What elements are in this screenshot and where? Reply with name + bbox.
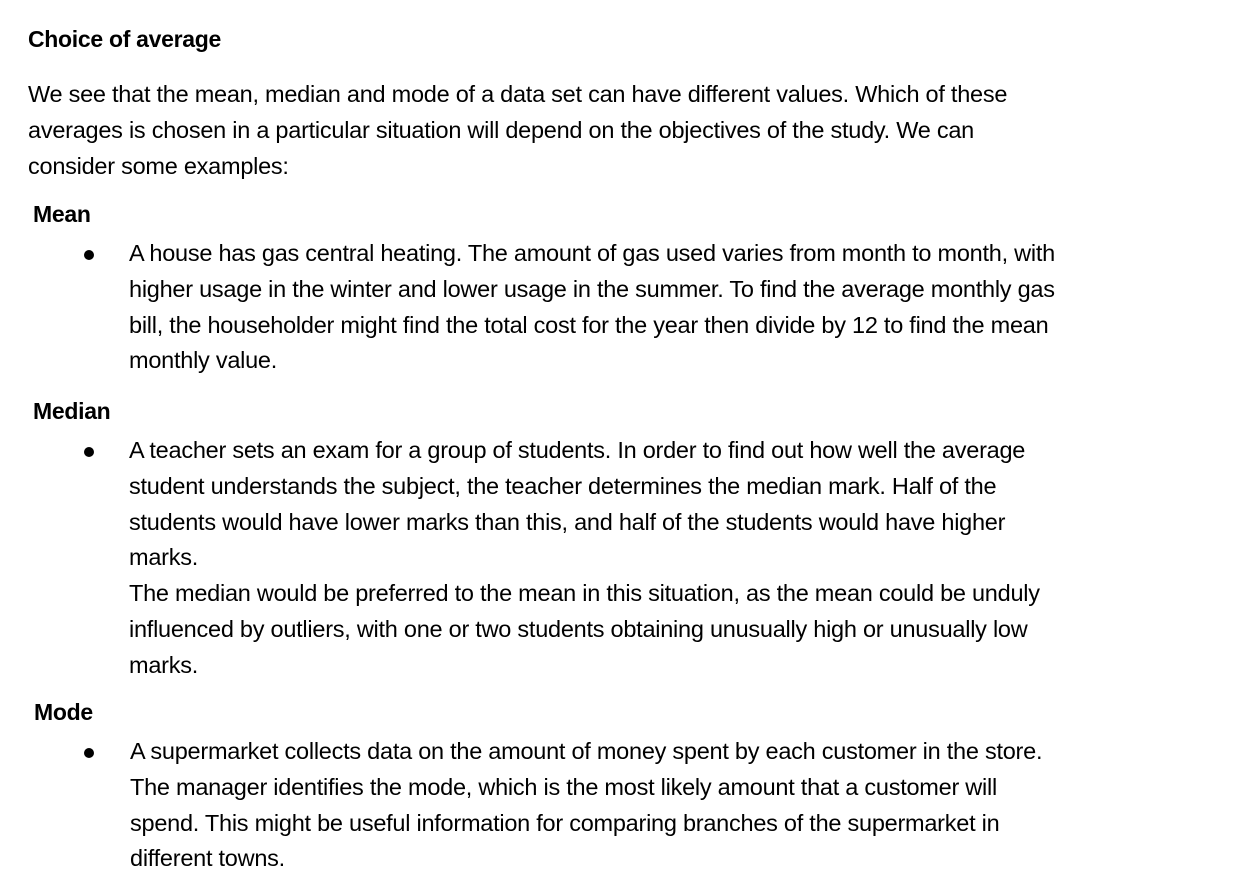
document-title: Choice of average (28, 26, 222, 52)
intro-line: We see that the mean, median and mode of a data set can have different values. Which of these (28, 81, 1008, 107)
bullet-line: student understands the subject, the teacher determines the median mark. Half of the (129, 472, 997, 499)
bullet-line: marks. (129, 544, 198, 571)
bullet-line: monthly value. (129, 347, 278, 374)
section-heading-median: Median (33, 398, 111, 424)
bullet-line: The manager identifies the mode, which is the most likely amount that a customer will (130, 773, 997, 800)
bullet-line: A teacher sets an exam for a group of students. In order to find out how well the average (129, 437, 1026, 463)
bullet-text (129, 433, 1040, 684)
bullet-line: The median would be preferred to the mean in this situation, as the mean could be unduly (129, 580, 1040, 607)
section-heading-mean: Mean (33, 201, 91, 227)
bullet-text (129, 236, 1055, 379)
bullet-line: higher usage in the winter and lower usage in the summer. To find the average monthly gas (129, 275, 1055, 302)
intro-line: averages is chosen in a particular situation will depend on the objectives of the study. We can (28, 117, 974, 143)
bullet-line: students would have lower marks than this, and half of the students would have higher (129, 508, 1006, 535)
bullet-line: A house has gas central heating. The amount of gas used varies from month to month, with (129, 240, 1055, 266)
bullet-line: marks. (129, 651, 198, 678)
bullet-icon (84, 447, 94, 457)
bullet-line: spend. This might be useful information for comparing branches of the supermarket in (130, 809, 1000, 836)
bullet-text (130, 734, 1042, 877)
bullet-icon (84, 250, 94, 260)
section-heading-mode: Mode (34, 699, 93, 725)
intro-line: consider some examples: (28, 153, 289, 179)
intro-paragraph (28, 76, 1007, 184)
bullet-line: bill, the householder might find the total cost for the year then divide by 12 to find the mean (129, 311, 1049, 338)
bullet-line: influenced by outliers, with one or two students obtaining unusually high or unusually low (129, 615, 1028, 642)
bullet-line: A supermarket collects data on the amount of money spent by each customer in the store. (130, 738, 1043, 764)
bullet-line: different towns. (130, 845, 285, 872)
bullet-icon (84, 748, 94, 758)
